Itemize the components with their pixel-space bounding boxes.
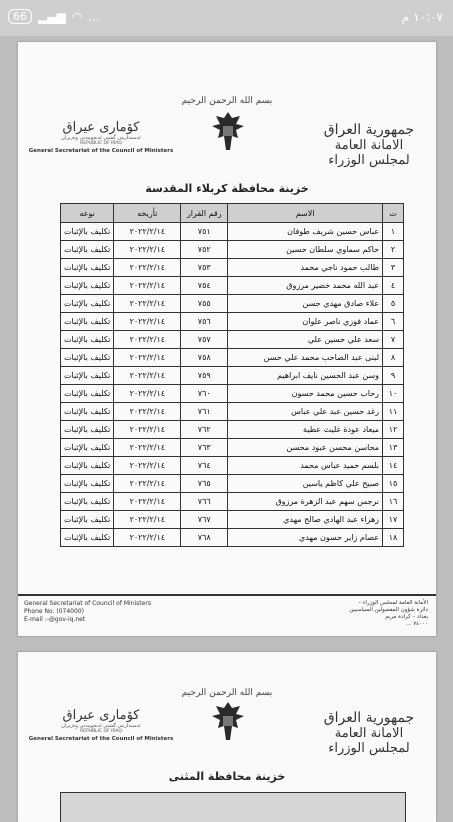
- row-date: ٢٠٢٢/٢/١٤: [114, 331, 181, 349]
- kurdish-title: كۆمارى عيراق: [62, 120, 140, 135]
- row-name: سعد علي حسين علي: [228, 331, 383, 349]
- row-date: ٢٠٢٢/٢/١٤: [114, 493, 181, 511]
- row-type: تكليف بالإثبات: [61, 385, 114, 403]
- row-type: تكليف بالإثبات: [61, 259, 114, 277]
- row-decision-number: ٧٥٥: [181, 295, 228, 313]
- row-date: ٢٠٢٢/٢/١٤: [114, 421, 181, 439]
- row-name: لبنى عبد الصاحب محمد علي حسن: [228, 349, 383, 367]
- row-date: ٢٠٢٢/٢/١٤: [114, 277, 181, 295]
- eagle-emblem-icon: [210, 110, 246, 154]
- row-decision-number: ٧٥١: [181, 223, 228, 241]
- row-date: ٢٠٢٢/٢/١٤: [114, 367, 181, 385]
- table-row: [61, 259, 404, 277]
- row-decision-number: ٧٦٢: [181, 421, 228, 439]
- row-type: تكليف بالإثبات: [61, 241, 114, 259]
- row-name: بلسم حميد عباس محمد: [228, 457, 383, 475]
- row-decision-number: ٧٦٤: [181, 457, 228, 475]
- header-decision: رقم القرار: [181, 204, 228, 223]
- footer-en-line: General Secretariat of Council of Ministers: [24, 600, 151, 607]
- republic-label: REPUBLIC OF IRAQ: [80, 141, 122, 146]
- table-row: [61, 277, 404, 295]
- row-number: ٣: [383, 259, 404, 277]
- row-name: ميعاد عودة غليث عطية: [228, 421, 383, 439]
- names-table: [60, 203, 404, 547]
- footer-ar-line: بغداد – كرادة مريم: [385, 614, 428, 620]
- row-type: تكليف بالإثبات: [61, 349, 114, 367]
- row-decision-number: ٧٥٢: [181, 241, 228, 259]
- table-row: [61, 349, 404, 367]
- row-number: ٤: [383, 277, 404, 295]
- table-row: [61, 223, 404, 241]
- row-date: ٢٠٢٢/٢/١٤: [114, 475, 181, 493]
- row-type: تكليف بالإثبات: [61, 367, 114, 385]
- row-decision-number: ٧٥٨: [181, 349, 228, 367]
- row-decision-number: ٧٦٦: [181, 493, 228, 511]
- footer-en-line: Phone No. (074000): [24, 608, 84, 615]
- row-name: عماد فوزي ناصر علوان: [228, 313, 383, 331]
- row-type: تكليف بالإثبات: [61, 313, 114, 331]
- row-number: ١١: [383, 403, 404, 421]
- document-title: خزينة محافظة كربلاء المقدسة: [145, 182, 309, 195]
- header-name: الاسم: [228, 204, 383, 223]
- row-number: ١: [383, 223, 404, 241]
- table-row: [61, 385, 404, 403]
- document-page-1[interactable]: [18, 42, 436, 636]
- battery-indicator: 66: [8, 9, 32, 24]
- row-number: ٧: [383, 331, 404, 349]
- row-date: ٢٠٢٢/٢/١٤: [114, 241, 181, 259]
- table-row: [61, 331, 404, 349]
- row-name: رغد حسين عبد علي عباس: [228, 403, 383, 421]
- english-ministry-name: General Secretariat of the Council of Ministers: [28, 736, 174, 742]
- footer-arabic: [349, 600, 428, 628]
- table-header-partial: [60, 792, 406, 822]
- row-type: تكليف بالإثبات: [61, 529, 114, 547]
- kurdish-subtitle: ئه‌مینداریتی گشتی ئه‌نجومه‌نی وه‌زیران: [61, 135, 141, 141]
- row-name: نرجس سهم عبد الزهرة مرزوق: [228, 493, 383, 511]
- arabic-title: جمهورية العراق: [323, 710, 415, 726]
- kurdish-title: كۆمارى عيراق: [62, 708, 140, 723]
- row-number: ١٥: [383, 475, 404, 493]
- table-row: [61, 475, 404, 493]
- row-name: علاء صادق مهدي حسن: [228, 295, 383, 313]
- letterhead-left: [26, 708, 176, 742]
- row-number: ٨: [383, 349, 404, 367]
- row-name: عصام زاير حسون مهدي: [228, 529, 383, 547]
- table-row: [61, 529, 404, 547]
- footer-en-line: E-mail :-@gov-iq.net: [24, 616, 86, 623]
- row-type: تكليف بالإثبات: [61, 457, 114, 475]
- row-name: رحاب حسين محمد حسون: [228, 385, 383, 403]
- row-name: صبيح علي كاظم ياسين: [228, 475, 383, 493]
- document-page-2[interactable]: [18, 652, 436, 822]
- wifi-icon: ◠: [71, 9, 83, 24]
- row-decision-number: ٧٥٤: [181, 277, 228, 295]
- row-decision-number: ٧٥٦: [181, 313, 228, 331]
- row-name: عباس حسين شريف طوفان: [228, 223, 383, 241]
- basmala: بسم الله الرحمن الرحيم: [181, 688, 273, 698]
- footer-english: [24, 600, 151, 624]
- table-row: [61, 457, 404, 475]
- row-name: محاسن محسن عبود محسن: [228, 439, 383, 457]
- table-row: [61, 493, 404, 511]
- letterhead-right: [314, 710, 424, 756]
- row-type: تكليف بالإثبات: [61, 331, 114, 349]
- table-row: [61, 403, 404, 421]
- row-date: ٢٠٢٢/٢/١٤: [114, 403, 181, 421]
- row-decision-number: ٧٥٣: [181, 259, 228, 277]
- footer-divider: [18, 594, 436, 596]
- row-decision-number: ٧٦٥: [181, 475, 228, 493]
- row-number: ٩: [383, 367, 404, 385]
- row-decision-number: ٧٦٧: [181, 511, 228, 529]
- header-type: نوعه: [61, 204, 114, 223]
- row-date: ٢٠٢٢/٢/١٤: [114, 457, 181, 475]
- status-bar: [0, 0, 453, 36]
- row-decision-number: ٧٦٠: [181, 385, 228, 403]
- row-number: ١٧: [383, 511, 404, 529]
- row-date: ٢٠٢٢/٢/١٤: [114, 349, 181, 367]
- document-title: خزينة محافظة المثنى: [168, 770, 286, 783]
- row-date: ٢٠٢٢/٢/١٤: [114, 295, 181, 313]
- table-row: [61, 295, 404, 313]
- row-type: تكليف بالإثبات: [61, 295, 114, 313]
- row-name: عبد الله محمد خضير مرزوق: [228, 277, 383, 295]
- row-decision-number: ٧٥٧: [181, 331, 228, 349]
- arabic-ministry-name: الامانة العامة لمجلس الوزراء: [328, 138, 410, 168]
- row-type: تكليف بالإثبات: [61, 421, 114, 439]
- row-number: ١٢: [383, 421, 404, 439]
- table-row: [61, 313, 404, 331]
- signal-icon: ▂▄▆: [38, 9, 66, 24]
- table-row: [61, 511, 404, 529]
- row-type: تكليف بالإثبات: [61, 277, 114, 295]
- table-row: [61, 367, 404, 385]
- clock: ١٠:٠٧ م: [401, 10, 443, 24]
- row-number: ١٦: [383, 493, 404, 511]
- footer-ar-line: الأمانة العامة لمجلس الوزراء –: [358, 600, 428, 606]
- row-decision-number: ٧٦٨: [181, 529, 228, 547]
- row-number: ١٠: [383, 385, 404, 403]
- row-date: ٢٠٢٢/٢/١٤: [114, 511, 181, 529]
- table-row: [61, 421, 404, 439]
- row-type: تكليف بالإثبات: [61, 475, 114, 493]
- basmala: بسم الله الرحمن الرحيم: [181, 96, 273, 106]
- letterhead-right: [314, 122, 424, 168]
- footer-ar-line: دائرة شؤون المفصولين السياسيين: [349, 607, 428, 613]
- republic-label: REPUBLIC OF IRAQ: [80, 729, 122, 734]
- row-type: تكليف بالإثبات: [61, 403, 114, 421]
- row-type: تكليف بالإثبات: [61, 493, 114, 511]
- arabic-ministry-name: الامانة العامة لمجلس الوزراء: [328, 726, 410, 756]
- row-number: ١٨: [383, 529, 404, 547]
- table-header-row: [61, 204, 404, 223]
- row-name: زهراء عبد الهادي صالح مهدي: [228, 511, 383, 529]
- row-type: تكليف بالإثبات: [61, 439, 114, 457]
- row-type: تكليف بالإثبات: [61, 223, 114, 241]
- header-number: ت: [383, 204, 404, 223]
- english-ministry-name: General Secretariat of the Council of Ministers: [28, 148, 174, 154]
- row-date: ٢٠٢٢/٢/١٤: [114, 385, 181, 403]
- row-number: ١٤: [383, 457, 404, 475]
- row-number: ٥: [383, 295, 404, 313]
- row-date: ٢٠٢٢/٢/١٤: [114, 439, 181, 457]
- row-date: ٢٠٢٢/٢/١٤: [114, 313, 181, 331]
- row-number: ١٣: [383, 439, 404, 457]
- arabic-title: جمهورية العراق: [323, 122, 415, 138]
- row-number: ٦: [383, 313, 404, 331]
- carrier-text: ...: [88, 9, 100, 24]
- table-row: [61, 439, 404, 457]
- row-type: تكليف بالإثبات: [61, 511, 114, 529]
- eagle-emblem-icon: [210, 700, 246, 744]
- row-name: طالب حمود ناجي محمد: [228, 259, 383, 277]
- row-name: وسن عبد الحسين نايف ابراهيم: [228, 367, 383, 385]
- row-date: ٢٠٢٢/٢/١٤: [114, 259, 181, 277]
- footer-ar-line: ٧٤٠٠٠ ...: [406, 621, 428, 627]
- row-name: حاكم سماوي سلطان حسين: [228, 241, 383, 259]
- row-decision-number: ٧٥٩: [181, 367, 228, 385]
- letterhead-left: [26, 120, 176, 154]
- row-date: ٢٠٢٢/٢/١٤: [114, 529, 181, 547]
- header-date: تأريخه: [114, 204, 181, 223]
- row-date: ٢٠٢٢/٢/١٤: [114, 223, 181, 241]
- row-decision-number: ٧٦١: [181, 403, 228, 421]
- kurdish-subtitle: ئه‌مینداریتی گشتی ئه‌نجومه‌نی وه‌زیران: [61, 723, 141, 729]
- row-decision-number: ٧٦٣: [181, 439, 228, 457]
- table-row: [61, 241, 404, 259]
- row-number: ٢: [383, 241, 404, 259]
